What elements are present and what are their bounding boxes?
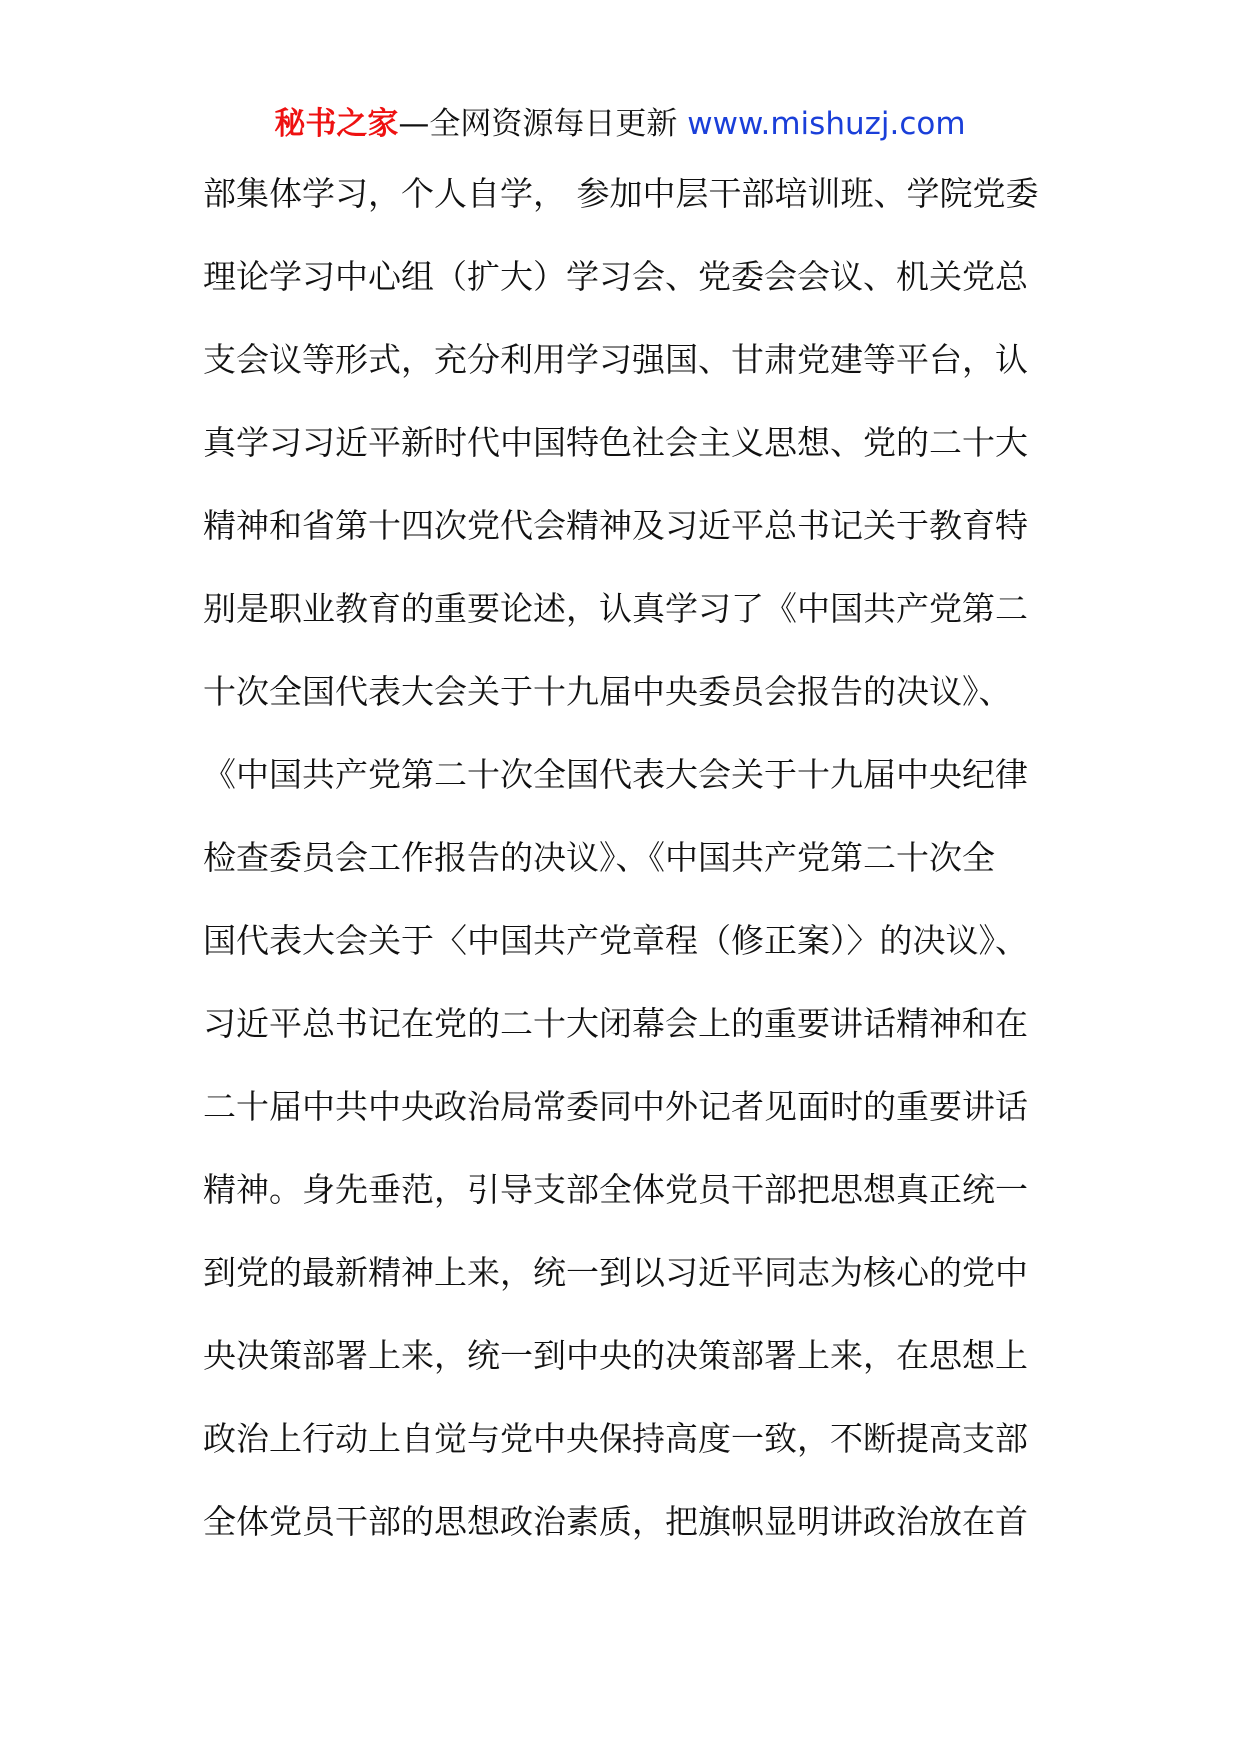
- text-line: 《中国共产党第二十次全国代表大会关于十九届中央纪律: [203, 755, 1028, 794]
- text-line: 政治上行动上自觉与党中央保持高度一致，不断提高支部: [203, 1419, 1028, 1458]
- text-line: 检查委员会工作报告的决议》、《中国共产党第二十次全: [203, 838, 995, 877]
- text-line: 别是职业教育的重要论述，认真学习了《中国共产党第二: [203, 589, 1028, 628]
- text-line: 支会议等形式，充分利用学习强国、甘肃党建等平台，认: [203, 340, 1028, 379]
- text-line: 理论学习中心组（扩大）学习会、党委会会议、机关党总: [203, 257, 1028, 296]
- header-tagline: —全网资源每日更新: [398, 106, 678, 142]
- text-line: 习近平总书记在党的二十大闭幕会上的重要讲话精神和在: [203, 1004, 1028, 1043]
- text-line: 真学习习近平新时代中国特色社会主义思想、党的二十大: [203, 423, 1028, 462]
- document-body: [203, 152, 1053, 1563]
- text-line: 二十届中共中央政治局常委同中外记者见面时的重要讲话: [203, 1087, 1028, 1126]
- page-header: [0, 102, 1240, 146]
- text-line: 精神和省第十四次党代会精神及习近平总书记关于教育特: [203, 506, 1028, 545]
- text-line: 国代表大会关于〈中国共产党章程（修正案）〉的决议》、: [203, 921, 1028, 960]
- text-line: 精神。身先垂范，引导支部全体党员干部把思想真正统一: [203, 1170, 1028, 1209]
- site-url-link[interactable]: www.mishuzj.com: [687, 106, 966, 142]
- text-line: 全体党员干部的思想政治素质，把旗帜显明讲政治放在首: [203, 1502, 1028, 1541]
- brand-name: 秘书之家: [274, 106, 399, 142]
- text-line: 部集体学习，个人自学， 参加中层干部培训班、学院党委: [203, 174, 1039, 213]
- text-line: 央决策部署上来，统一到中央的决策部署上来，在思想上: [203, 1336, 1028, 1375]
- text-line: 到党的最新精神上来，统一到以习近平同志为核心的党中: [203, 1253, 1028, 1292]
- text-line: 十次全国代表大会关于十九届中央委员会报告的决议》、: [203, 672, 1012, 711]
